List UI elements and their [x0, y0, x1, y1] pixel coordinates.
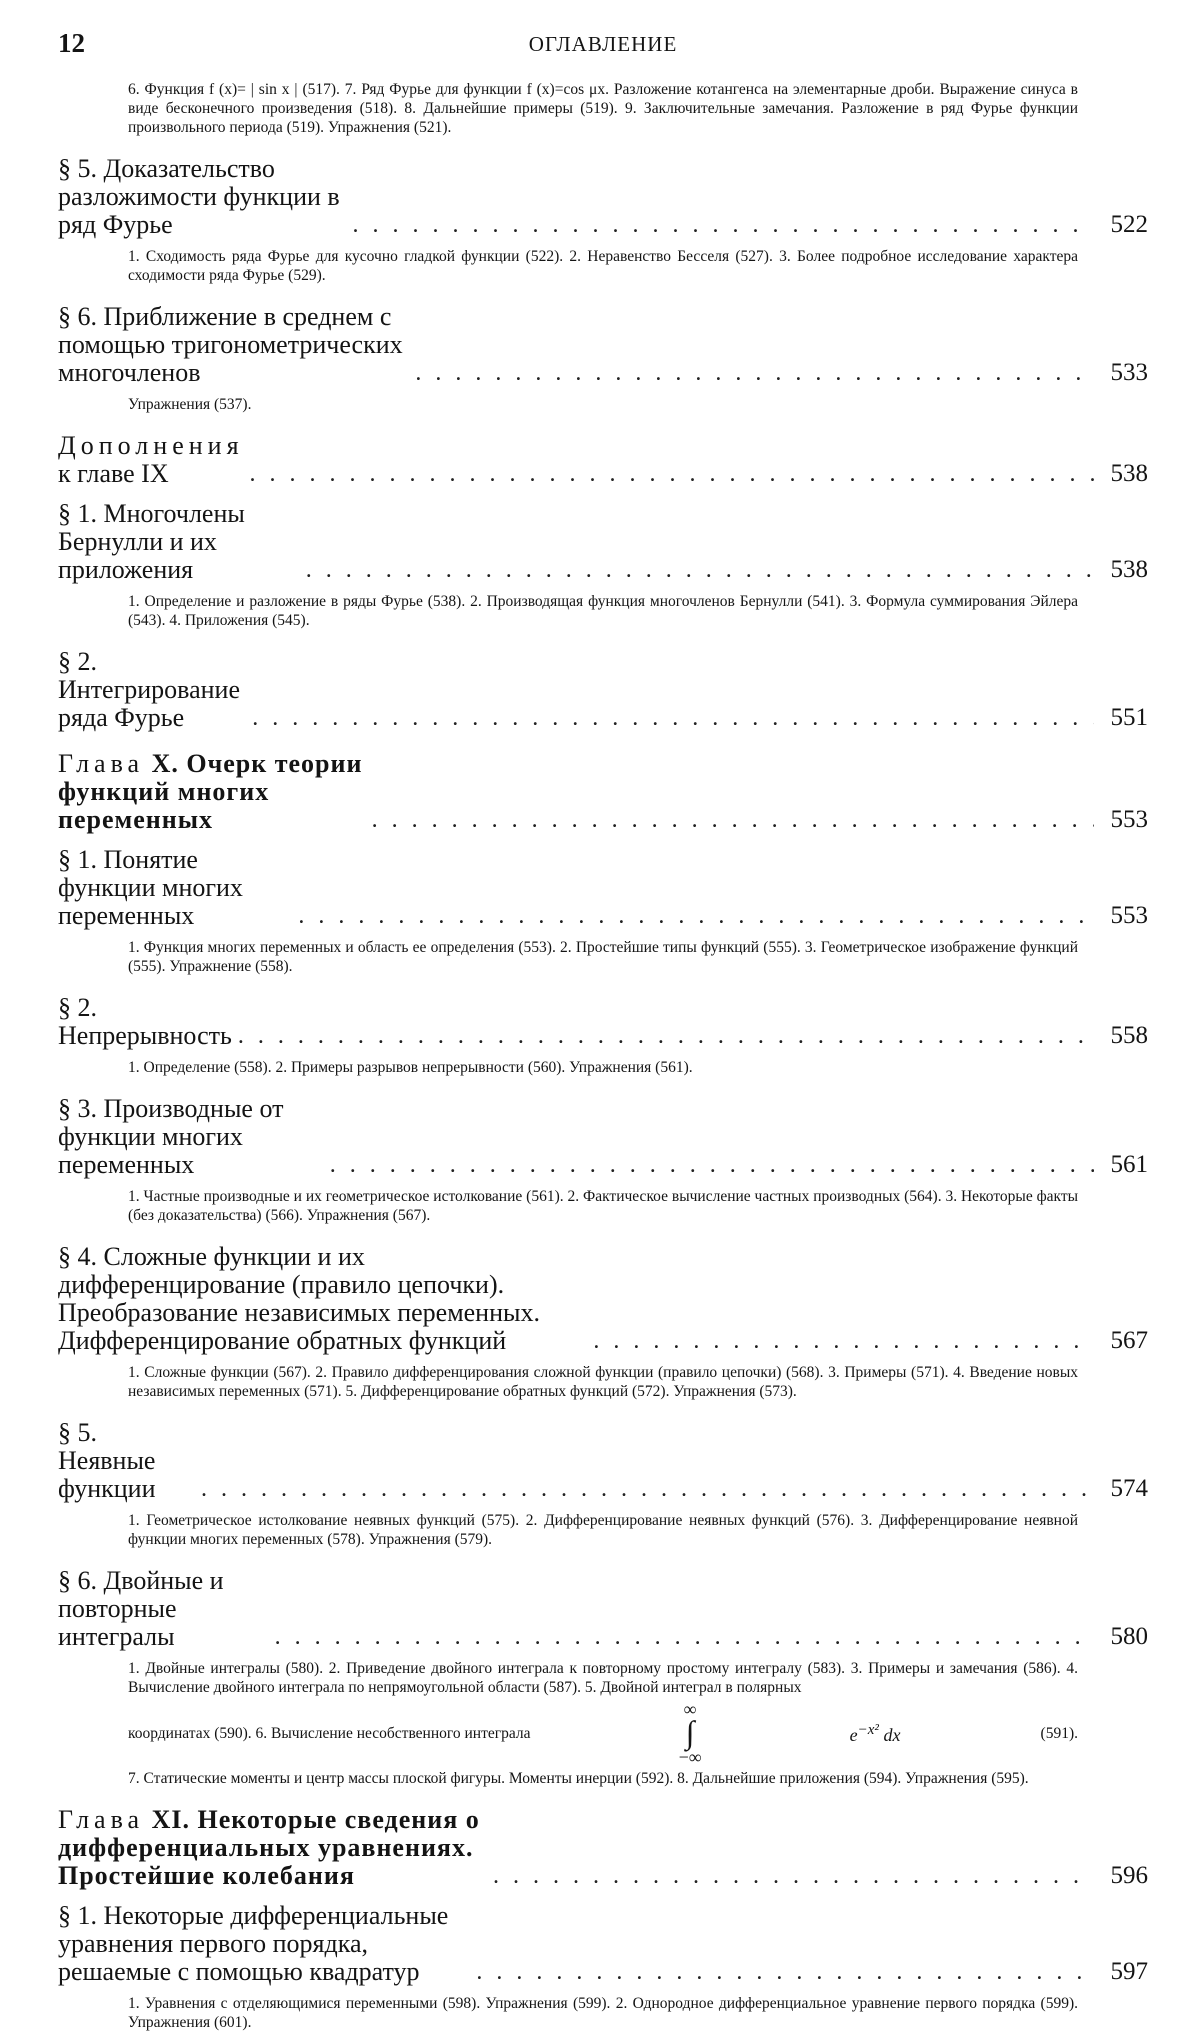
continued-subitems: 6. Функция f (x)= | sin x | (517). 7. Ряд Фурье для функции f (x)=cos μx. Разложение котангенса на элементарные дроби. Выражение синуса в виде бесконечного произведения (518). 8. Дальнейшие примеры (519). 9. Заключительные замечания. Разложение в ряд Фурье функции произвольного периода (519). Упражнения (521).: [128, 81, 1078, 136]
toc-entry-implicit-functions[interactable]: [58, 1419, 1148, 1503]
leader-dots: [352, 211, 1094, 239]
toc-entry-title: § 6. Двойные и повторные интегралы: [58, 1566, 224, 1651]
toc-subitems: 1. Функция многих переменных и область ее определения (553). 2. Простейшие типы функций (555). 3. Геометрическое изображение функций (555). Упражнение (558).: [128, 939, 1078, 975]
toc-entry-title: Глава XI. Некоторые сведения о дифференциальных уравнениях. Простейшие колебания: [58, 1805, 480, 1890]
toc-entry-page: 596: [1110, 1862, 1148, 1889]
toc-entry-page: 522: [1110, 211, 1148, 238]
toc-subitems: 1. Сходимость ряда Фурье для кусочно гладкой функции (522). 2. Неравенство Бесселя (527). 3. Более подробное исследование характера сходимости ряда Фурье (529).: [128, 248, 1078, 284]
toc-subitems: 1. Уравнения с отделяющимися переменными (598). Упражнения (599). 2. Однородное дифференциальное уравнение первого порядка (599). Упражнения (601).: [128, 1995, 1078, 2031]
toc-entry-page: 574: [1110, 1475, 1148, 1502]
toc-entry-fourier-integration[interactable]: [58, 648, 1148, 732]
toc-subitems: 1. Частные производные и их геометрическое истолкование (561). 2. Фактическое вычисление частных производных (564). 3. Некоторые факты (без доказательства) (566). Упражнения (567).: [128, 1188, 1079, 1224]
toc-entry-page: 553: [1110, 806, 1148, 833]
toc-entry-chapter-11[interactable]: [58, 1806, 1148, 1890]
running-title: ОГЛАВЛЕНИЕ: [528, 32, 678, 56]
toc-entry-title: § 1. Некоторые дифференциальные уравнения первого порядка, решаемые с помощью квадратур: [58, 1901, 449, 1986]
toc-entry-partial-derivatives[interactable]: [58, 1095, 1148, 1179]
leader-dots: [306, 556, 1094, 584]
leader-dots: [250, 460, 1094, 488]
toc-entry-title: § 2. Непрерывность: [58, 993, 232, 1050]
toc-entry-multivariable-function[interactable]: [58, 846, 1148, 930]
toc-entry-page: 558: [1110, 1022, 1148, 1049]
leader-dots: [415, 359, 1094, 387]
toc-entry-page: 538: [1110, 556, 1148, 583]
toc-subitems-integral-line: координатах (590). 6. Вычисление несобственного интеграла ∞ ∫ −∞ $e^{-x^2}$ dx (591).: [128, 1699, 1078, 1767]
leader-dots: [201, 1475, 1094, 1503]
toc-entry-page: 567: [1110, 1327, 1148, 1354]
toc-entry-title: § 1. Многочлены Бернулли и их приложения: [58, 499, 245, 584]
toc-entry-title: § 1. Понятие функции многих переменных: [58, 845, 243, 930]
toc-entry-title: § 5. Доказательство разложимости функции в ряд Фурье: [58, 154, 340, 239]
leader-dots: [298, 902, 1094, 930]
toc-entry-chain-rule[interactable]: [58, 1243, 1148, 1355]
toc-entry-section-6-mean-approx[interactable]: [58, 303, 1148, 387]
toc-entry-title: § 6. Приближение в среднем с помощью тригонометрических многочленов: [58, 302, 403, 387]
toc-subitems: 1. Определение (558). 2. Примеры разрывов непрерывности (560). Упражнения (561).: [128, 1059, 693, 1076]
toc-entry-page: 597: [1110, 1958, 1148, 1985]
improper-integral-formula: ∞ ∫ −∞: [678, 1699, 702, 1767]
page-number: 12: [58, 28, 85, 58]
leader-dots: [330, 1151, 1094, 1179]
toc-entry-page: 538: [1110, 460, 1148, 487]
leader-dots: [275, 1623, 1094, 1651]
leader-dots: [372, 806, 1094, 834]
toc-page: [58, 22, 1148, 2031]
toc-subitems: 1. Геометрическое истолкование неявных функций (575). 2. Дифференцирование неявных функций (576). 3. Дифференцирование неявной функции многих переменных (578). Упражнения (579).: [128, 1512, 1078, 1548]
toc-entry-title: § 4. Сложные функции и их дифференцирование (правило цепочки). Преобразование независимых переменных. Дифференцирование обратных функций: [58, 1242, 540, 1355]
toc-entry-title: § 5. Неявные функции: [58, 1418, 156, 1503]
leader-dots: [238, 1022, 1094, 1050]
toc-entry-title: Глава X. Очерк теории функций многих переменных: [58, 749, 363, 834]
toc-entry-section-5-fourier-proof[interactable]: [58, 155, 1148, 239]
page-header: [58, 22, 1148, 66]
toc-subitems: 1. Определение и разложение в ряды Фурье (538). 2. Производящая функция многочленов Бернулли (541). 3. Формула суммирования Эйлера (543). 4. Приложения (545).: [128, 593, 1078, 629]
toc-entry-continuity[interactable]: [58, 994, 1148, 1050]
toc-entry-title: § 3. Производные от функции многих переменных: [58, 1094, 284, 1179]
leader-dots: [493, 1862, 1094, 1890]
toc-entry-title: Дополнения к главе IX: [58, 431, 244, 488]
toc-entry-chapter-10[interactable]: [58, 750, 1148, 834]
leader-dots: [252, 704, 1094, 732]
toc-entry-title: § 2. Интегрирование ряда Фурье: [58, 647, 241, 732]
leader-dots: [476, 1958, 1094, 1986]
toc-entry-page: 580: [1110, 1623, 1148, 1650]
integrand: $e^{-x^2}$ dx: [849, 1722, 901, 1745]
toc-entry-bernoulli[interactable]: [58, 500, 1148, 584]
toc-subitems: 1. Сложные функции (567). 2. Правило дифференцирования сложной функции (правило цепочки) (568). 3. Примеры (571). 4. Введение новых независимых переменных (571). 5. Дифференцирование обратных функций (572). Упражнения (573).: [128, 1364, 1078, 1400]
toc-entry-double-integrals[interactable]: [58, 1567, 1148, 1651]
toc-subitems: 1. Двойные интегралы (580). 2. Приведение двойного интеграла к повторному простому интегралу (583). 3. Примеры и замечания (586). 4. Вычисление двойного интеграла по непрямоугольной области (587). 5. Двойной интеграл в полярных: [128, 1660, 1078, 1696]
toc-entry-supplements-ch9[interactable]: [58, 432, 1148, 488]
leader-dots: [593, 1327, 1094, 1355]
toc-entry-page: 533: [1110, 359, 1148, 386]
toc-entry-page: 553: [1110, 902, 1148, 929]
toc-entry-first-order-odes[interactable]: [58, 1902, 1148, 1986]
toc-entry-page: 551: [1110, 704, 1148, 731]
toc-subitems: 7. Статические моменты и центр массы плоской фигуры. Моменты инерции (592). 8. Дальнейшие приложения (594). Упражнения (595).: [128, 1770, 1029, 1787]
toc-entry-page: 561: [1110, 1151, 1148, 1178]
toc-subitems: Упражнения (537).: [128, 396, 252, 413]
